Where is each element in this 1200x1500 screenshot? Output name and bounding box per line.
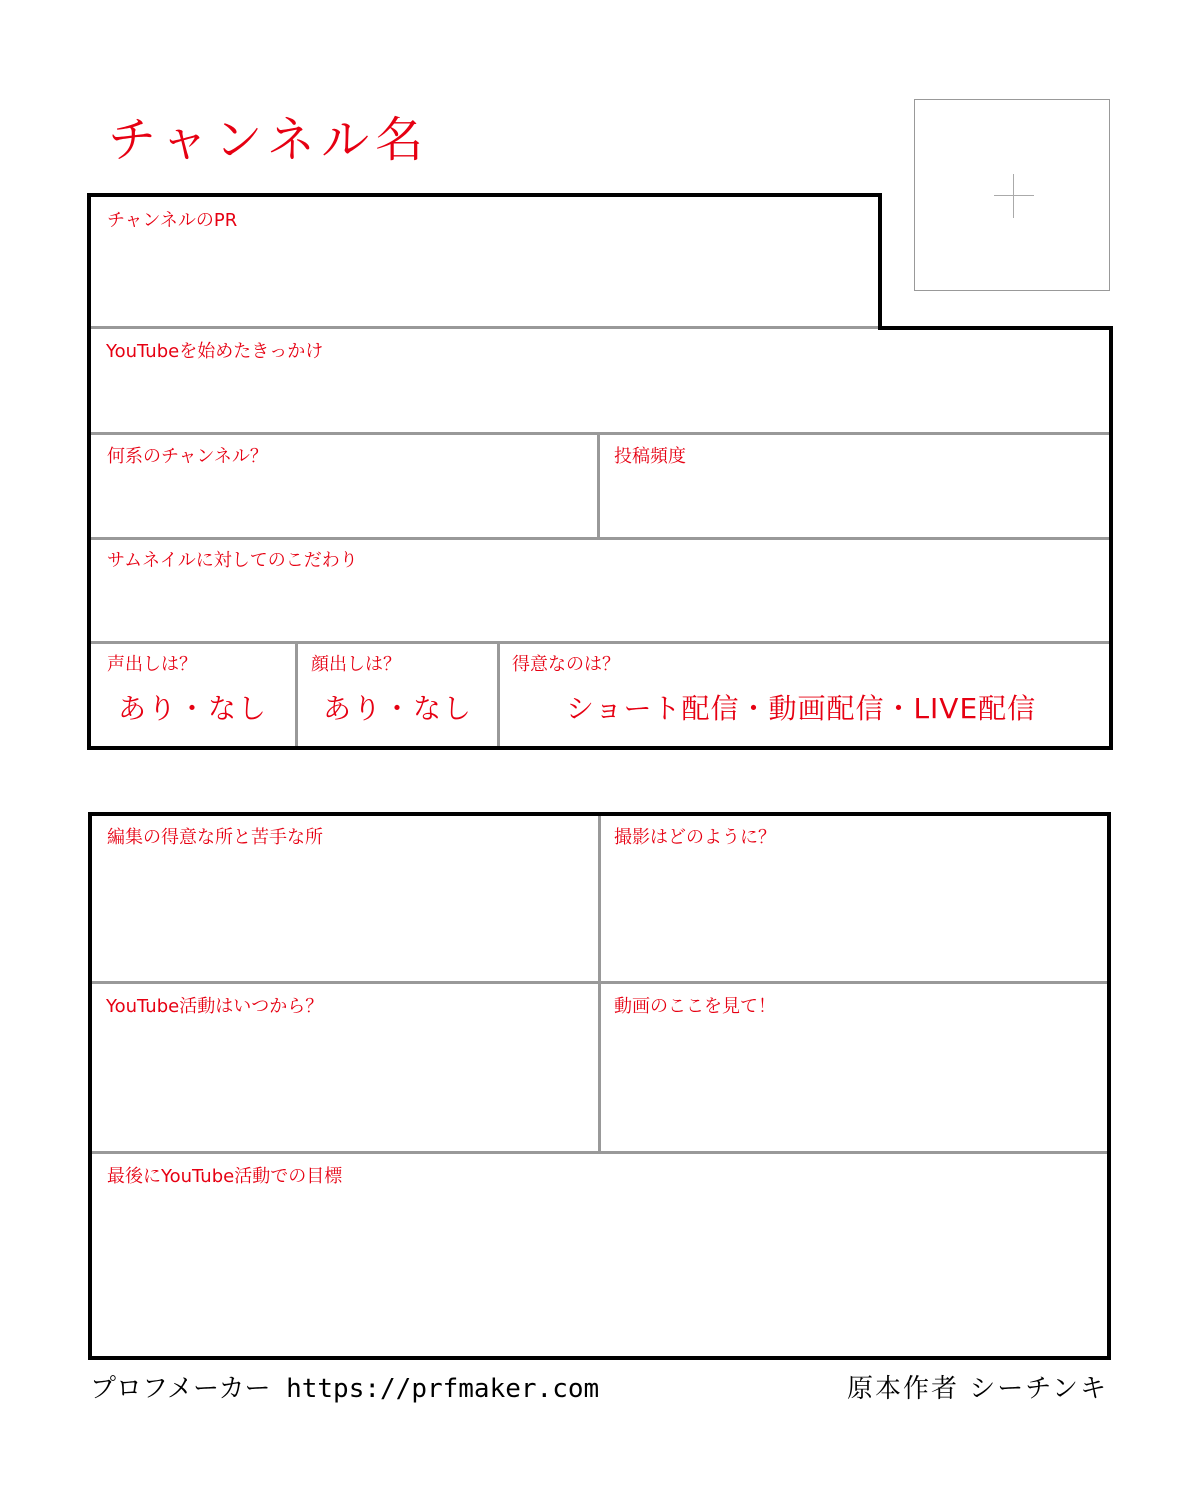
- border-left: [87, 193, 91, 750]
- frequency-label: 投稿頻度: [614, 446, 686, 467]
- photo-upload-box[interactable]: [914, 99, 1110, 291]
- border-right: [1109, 326, 1113, 750]
- border-step-top: [878, 326, 1113, 330]
- editing-label: 編集の得意な所と苦手な所: [107, 827, 323, 848]
- pr-label: チャンネルのPR: [107, 210, 238, 231]
- specialty-options: ショート配信・動画配信・LIVE配信: [566, 692, 1037, 725]
- divider-voice-face: [295, 644, 298, 746]
- voice-options: あり・なし: [118, 692, 269, 725]
- genre-label: 何系のチャンネル？: [107, 446, 268, 467]
- footer-site: プロフメーカー https://prfmaker.com: [90, 1374, 600, 1404]
- border2-bottom: [88, 1356, 1111, 1360]
- divider2-row2: [92, 1151, 1107, 1154]
- goal-label: 最後にYouTube活動での目標: [107, 1166, 343, 1187]
- border2-right: [1107, 812, 1111, 1360]
- channel-name-title: チャンネル名: [108, 112, 430, 168]
- border2-left: [88, 812, 92, 1360]
- border-pr-right: [878, 193, 882, 330]
- divider-thumbnail: [91, 641, 1109, 644]
- voice-label: 声出しは？: [107, 654, 197, 675]
- divider-reason: [91, 432, 1109, 435]
- plus-icon: [994, 195, 1034, 196]
- divider2-vertical: [598, 816, 601, 1153]
- border-top: [87, 193, 882, 197]
- face-label: 顔出しは？: [311, 654, 401, 675]
- border-bottom: [87, 746, 1113, 750]
- footer-author: 原本作者 シーチンキ: [847, 1374, 1108, 1404]
- shooting-label: 撮影はどのように？: [614, 827, 776, 848]
- since-label: YouTube活動はいつから？: [106, 996, 324, 1017]
- plus-icon-vertical: [1013, 174, 1014, 218]
- divider-pr: [91, 326, 878, 329]
- specialty-label: 得意なのは？: [512, 654, 620, 675]
- reason-label: YouTubeを始めたきっかけ: [106, 341, 324, 362]
- face-options: あり・なし: [323, 692, 474, 725]
- divider-genre-frequency: [597, 435, 600, 537]
- thumbnail-label: サムネイルに対してのこだわり: [107, 550, 358, 571]
- divider2-row1: [92, 981, 1107, 984]
- divider-genre: [91, 537, 1109, 540]
- divider-face-specialty: [497, 644, 500, 746]
- watch-label: 動画のここを見て！: [614, 996, 776, 1017]
